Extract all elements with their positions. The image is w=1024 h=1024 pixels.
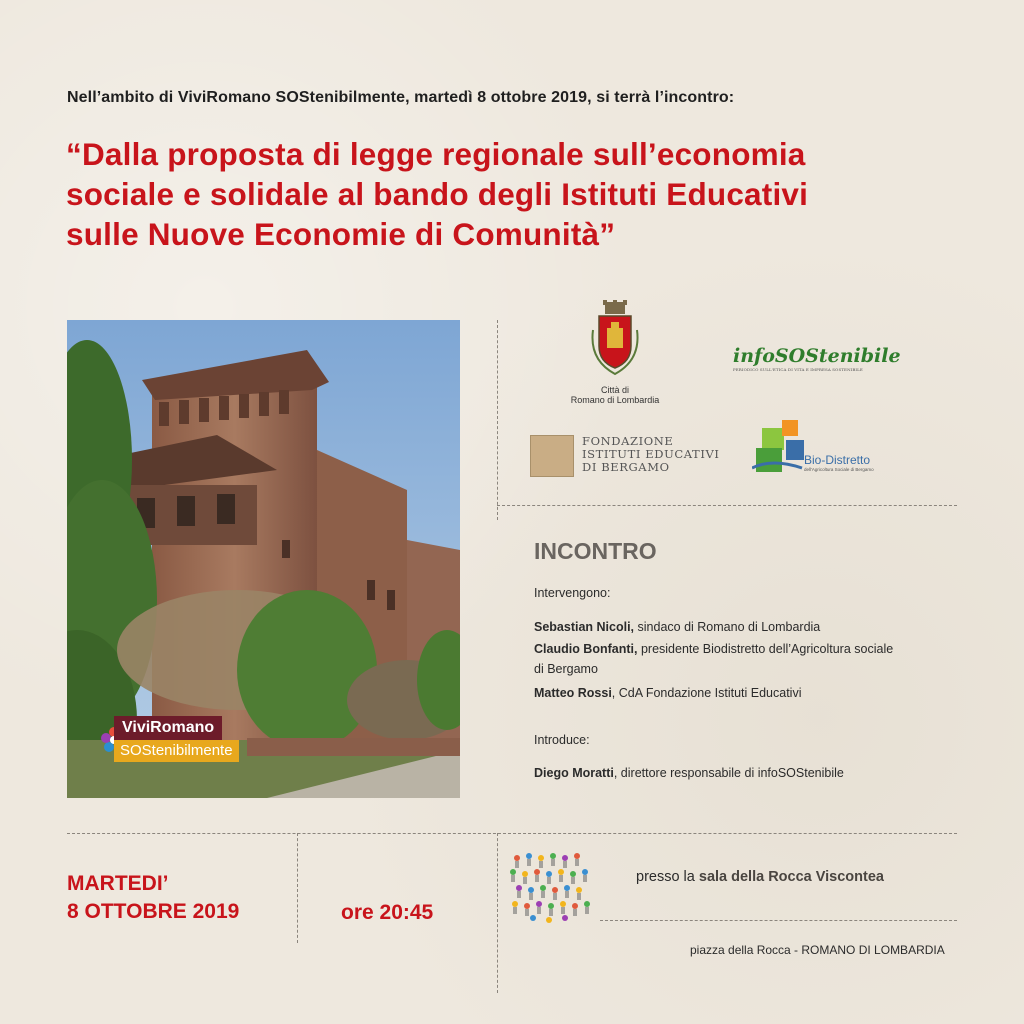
badge-top-label: ViviRomano — [114, 716, 222, 740]
divider-address — [600, 920, 957, 921]
speaker-3-role: , CdA Fondazione Istituti Educativi — [611, 686, 802, 700]
event-title — [66, 134, 986, 254]
venue-line — [636, 869, 884, 885]
speaker-3-name: Matteo Rossi — [534, 686, 612, 700]
fondazione-line1: FONDAZIONE — [582, 434, 674, 448]
divider-vertical-top — [497, 320, 498, 520]
viviromano-badge — [100, 716, 270, 766]
event-day: MARTEDI’ — [67, 872, 169, 895]
event-hour: ore 20:45 — [341, 901, 434, 924]
intro-line: Nell’ambito di ViviRomano SOStenibilmente, martedì 8 ottobre 2019, si terrà l’incontro: — [67, 89, 735, 106]
presso-prefix: presso la — [636, 869, 695, 885]
citta-line1: Città di — [600, 385, 629, 395]
speaker-2-role: presidente Biodistretto dell’Agricoltura sociale — [640, 642, 894, 656]
relief-image-icon — [530, 435, 574, 477]
speaker-3 — [534, 686, 801, 700]
title-line-1: “Dalla proposta di legge regionale sull’economia — [66, 136, 806, 172]
divider-date-hour — [297, 833, 298, 943]
speaker-1-name: Sebastian Nicoli, — [534, 620, 635, 634]
title-line-2: sociale e solidale al bando degli Istituti Educativi — [66, 176, 809, 212]
bio-name: Bio-Distretto — [804, 453, 871, 467]
event-date: 8 OTTOBRE 2019 — [67, 900, 240, 923]
coat-of-arms-icon — [589, 300, 641, 380]
speaker-1 — [534, 620, 820, 634]
divider-logos — [497, 505, 957, 506]
crowd-icon — [505, 848, 595, 924]
divider-bottom — [67, 833, 957, 834]
introduce-label: Introduce: — [534, 733, 590, 747]
introducer-name: Diego Moratti — [534, 766, 614, 780]
logo-infosostenibile — [733, 345, 901, 372]
speaker-1-role: sindaco di Romano di Lombardia — [637, 620, 821, 634]
title-line-3: sulle Nuove Economie di Comunità” — [66, 216, 616, 252]
logo-biodistretto — [752, 418, 892, 478]
incontro-heading: INCONTRO — [534, 538, 657, 564]
fondazione-line3: DI BERGAMO — [582, 460, 670, 474]
info-name: infoSOStenibile — [733, 345, 901, 367]
speaker-2 — [534, 642, 893, 656]
speaker-2-name: Claudio Bonfanti, — [534, 642, 638, 656]
badge-bottom-label: SOStenibilmente — [114, 740, 239, 762]
intervengono-label: Intervengono: — [534, 586, 611, 600]
speaker-2-role-cont: di Bergamo — [534, 662, 598, 676]
introducer-role: , direttore responsabile di infoSOStenibile — [613, 766, 844, 780]
fondazione-line2: ISTITUTI EDUCATIVI — [582, 447, 720, 461]
biodistretto-mark-icon — [752, 418, 808, 476]
citta-line2: Romano di Lombardia — [570, 395, 660, 405]
venue-name: sala della Rocca Viscontea — [698, 869, 884, 885]
info-sub: PERIODICO SULL'ETICA DI VITA E IMPRESA SOSTENIBILE — [733, 367, 863, 372]
logo-fondazione — [530, 435, 740, 480]
divider-venue — [497, 833, 498, 993]
introducer — [534, 766, 844, 780]
bio-sub: dell'Agricoltura Sociale di Bergamo — [804, 467, 874, 472]
venue-address: piazza della Rocca - ROMANO DI LOMBARDIA — [690, 943, 945, 957]
logo-citta-romano — [560, 300, 670, 405]
